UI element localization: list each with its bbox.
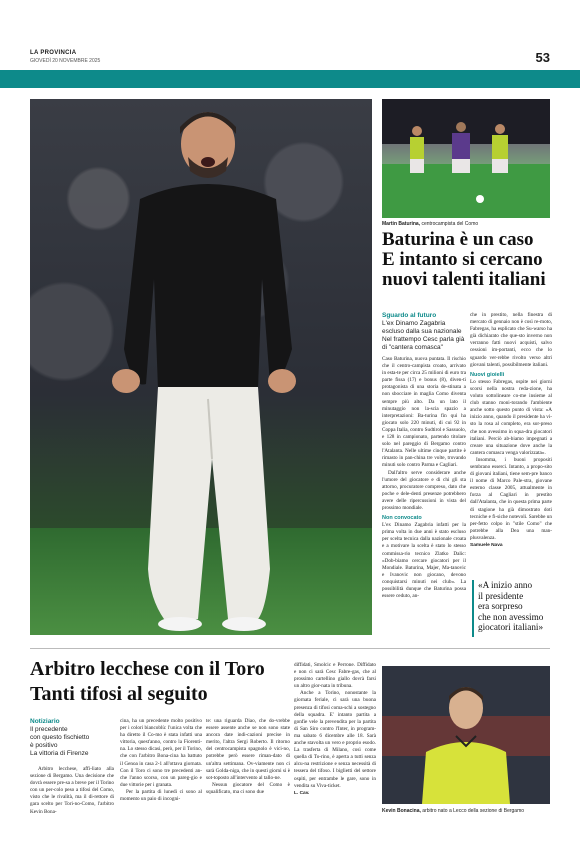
article2-deck-line-2: con questo fischietto [30, 734, 90, 741]
referee-photo [382, 666, 550, 804]
quote-line-2: il presidente [478, 590, 524, 601]
article1-subhead-1: Non convocato [382, 515, 422, 522]
article1-kicker: Sguardo al futuro [382, 312, 437, 319]
article1-paragraph-5: Lo stesso Fabregas, ospite nei giorni scorsi nella nostra reda-zione, ha voluto sottolineare co-me insieme al club stanno moni-torando l'ambiente anche sotto questo punto di vista: «A inizio anno, quando il presidente ha vi-sto la rosa al completo, era sor-preso che non avessimo in squa-dra giocatori italiani. Perciò ab-biamo impegnati a creare una situazione dove anche la cantera comasca venga valorizzata». [470, 378, 552, 456]
article2-paragraph-1: Arbitro lecchese, affi-liato alla sezione di Bergamo. Una decisione che dovrà essere pre-sa a breve per il Torino con un per-colo peso a tifosi del Como, visto che le rivalità, ma il di-rettore di gara scelto per Tori-no-Como, l'arbitro Kevin Bona- [30, 766, 114, 815]
pull-quote-text [478, 580, 543, 633]
article2-paragraph-6: diffidati, Smolcic e Perrone. Diffidato e non ci sarà Cesc Fabre-gas, che al prossimo cartellino giallo dovrà farsi un altro gior-nata in tribuna. [294, 662, 376, 690]
pull-quote [472, 580, 552, 640]
baturina-photo [382, 99, 550, 218]
deck-line-1: L'ex Dinamo Zagabria [382, 320, 446, 327]
referee-figure [382, 666, 550, 804]
article2-column-4 [294, 662, 376, 820]
quote-line-5: giocatori italiani» [478, 622, 544, 632]
deck-line-3: Nel frattempo Cesc parla già [382, 336, 465, 343]
top-caption-name: Martin Baturina, [382, 221, 421, 227]
article2-deck-line-1: Il precedente [30, 726, 68, 733]
issue-date: GIOVEDÌ 20 NOVEMBRE 2025 [30, 58, 101, 64]
article1-column-1 [382, 356, 466, 641]
quote-line-1: «A inizio anno [478, 580, 533, 590]
article1-paragraph-2: Dall'altro serve considerare anche l'umore del giocatore e di chi gli sta attorno, procuratore compreso, dato che poche e dele-denti presenze potrebbero avere delle ripercussioni in vista del prossimo mondiale. [382, 469, 466, 511]
article1-column-2 [470, 312, 552, 570]
referee-photo-caption [382, 808, 552, 814]
article2-paragraph-5: Nessun giocatore del Como è squalificato, ma ci sono due [206, 781, 290, 795]
article2-column-3 [206, 718, 290, 820]
section-divider [30, 648, 550, 649]
ref-caption-name: Kevin Bonacina, [382, 808, 421, 814]
ref-caption-text: arbitro nato a Lecco della sezione di Bergamo [422, 808, 525, 814]
masthead [30, 50, 550, 70]
article1-subhead-2: Nuovi gioielli [470, 371, 505, 378]
article2-paragraph-7: Anche a Torino, nonostante la giornata feriale, ci sarà una buona presenza di tifosi coma-schi a sostegno della squadra. E' intanto partita a gonfie vele la prevendita per la partita di San Siro contro l'Inter, in program-ma sabato 6 dicembre alle 18. Sarà anche stavolta un vero e proprio esodo. La trasferta di Milano, così come quella di To-rino, è aperta a tutti senza alcu-na restrizione e senza necessità di tessera del tifoso. I biglietti del settore ospiti, per entrambe le gare, sono in vendita su Viva-ticket. [294, 690, 376, 789]
article2-paragraph-3: Per la partita di lunedì ci sono al momento un paio di incogni- [120, 788, 202, 803]
article2-headline [30, 657, 300, 707]
article2-deck-line-4: La vittoria di Firenze [30, 750, 89, 757]
publication-name: LA PROVINCIA [30, 50, 77, 56]
article1-paragraph-6: Insomma, i buoni propositi sembrano esserci. Intanto, a propo-sito di giovani italiani, tiene sem-pre banco il nome di Marco Pale-stra, giovane esterno classe 2005, attualmente in forza al Cagliari in prestito dall'Atalanta, che in questa prima parte di stagione ha già dimostrato doti tecniche e fi-siche notevoli. Sarebbe un per-fetto colpo in "stile Como" che potrebbe alla Dea una man-plusvalenza. [470, 456, 552, 541]
headline-line-1: Baturina è un caso [382, 229, 534, 250]
match-scene [382, 99, 550, 218]
article2-column-2 [120, 718, 202, 820]
article2-deck [30, 726, 116, 758]
article2-deck-line-3: è positivo [30, 742, 58, 749]
pull-quote-bar [472, 580, 474, 637]
quote-line-4: che non avessimo [478, 611, 544, 622]
article1-paragraph-3: L'ex Dinamo Zagabria infatti per la prima volta in due anni è stato escluso per scelta tecnica dalla nazionale croata e a motivare la scelta è stato lo stesso commissa-rio tecnico Zlatko Dalic: «Dob-biamo cercare giocatori per il Mondiale. Baturina, Majer, Ma-tanovic e Ivanovic non giocano, devono conquistarsi minuti nei club». La possibilità dunque che Baturina possa essere ceduto, an- [382, 522, 466, 600]
article1-signature: Samuele Nava [470, 543, 503, 548]
article2-paragraph-4: te: una riguarda Diao, che do-vrebbe essere assente anche se non sono state ancora date indi-cazioni precise in merito, l'altra Sergi Roberto. Il ritorno del centrocampista spagnolo è vici-no, potrebbe però essere riman-dato di un'altra settimana. Ov-viamente non ci sarà Golda-niga, che in questi giorni si è sot-toposto all'intervento al tallo-ne. [206, 718, 290, 781]
section-bar [0, 70, 580, 88]
article1-headline [382, 230, 552, 290]
article2-headline-line-1: Arbitro lecchese con il Toro [30, 658, 265, 680]
headline-line-3: nuovi talenti italiani [382, 269, 546, 290]
deck-line-4: di "cantera comasca" [382, 344, 443, 351]
article2-headline-line-2: Tanti tifosi al seguito [30, 683, 208, 705]
headline-line-2: E intanto si cercano [382, 249, 543, 270]
top-caption-text: centrocampista del Como [421, 221, 479, 227]
article2-paragraph-2: cina, ha un precedente molto positivo per i colori biancoblù: l'unica volta che ha diretto il Co-mo è stata infatti una vittoria, quest'anno, contro la Fiorenti-na. Lo stesso dicasi, però, per il Torino, che con l'arbitro Bona-cina ha battuto il Genoa in casa 2-1 all'ottava giornata. Con il Toro ci sono tre precedenti an-che l'anno scorso, con un pareg-gio e due vittorie per i granata. [120, 718, 202, 788]
article1-paragraph-4: che in prestito, nella finestra di mercato di gennaio non è così re-moto, Fabregas, ha esplicato che Su-warso ha già dichiarato che que-sto inverno non verranno fatti nuovi acquisti, salvo cessioni im-portanti, ecco che lo sguardo ver-rebbe rivolto verso altri giovani talenti, possibilmente italiani. [470, 312, 552, 368]
article2-column-1 [30, 766, 114, 820]
article1-deck [382, 320, 470, 352]
article2-kicker: Notiziario [30, 718, 60, 725]
article2-signature: L. Cav. [294, 790, 310, 796]
coach-figure [30, 99, 372, 635]
quote-line-3: era sorpreso [478, 601, 523, 611]
article1-paragraph-1: Caso Baturina, nuova puntata. Il rischio che il centro-campista croato, arrivato in esta-te per circa 25 milioni di euro tra parte fissa (17) e bonus (8), diven-ti protagonista di una storia de-stinata a non sbocciare in maglia Como diventa sempre più alto. Da un lato il minutaggio non la-scia spazio a interpretazioni: Ba-turina fin qui ha giocato solo 220 minuti, di cui 92 in Coppa Italia, contro Sudtirol e Sassuolo, e 128 in campionato, partendo titolare solo nel pareggio di Bergamo contro l'Atalanta. Nelle ultime cinque partite è rimasto in pan-china tre volte, trovando minuti solo contro Parma e Cagliari. [382, 356, 466, 469]
main-photo-fabregas [30, 99, 372, 635]
deck-line-2: escluso dalla sua nazionale [382, 328, 462, 335]
page-number: 53 [535, 50, 550, 65]
top-photo-caption [382, 221, 552, 227]
